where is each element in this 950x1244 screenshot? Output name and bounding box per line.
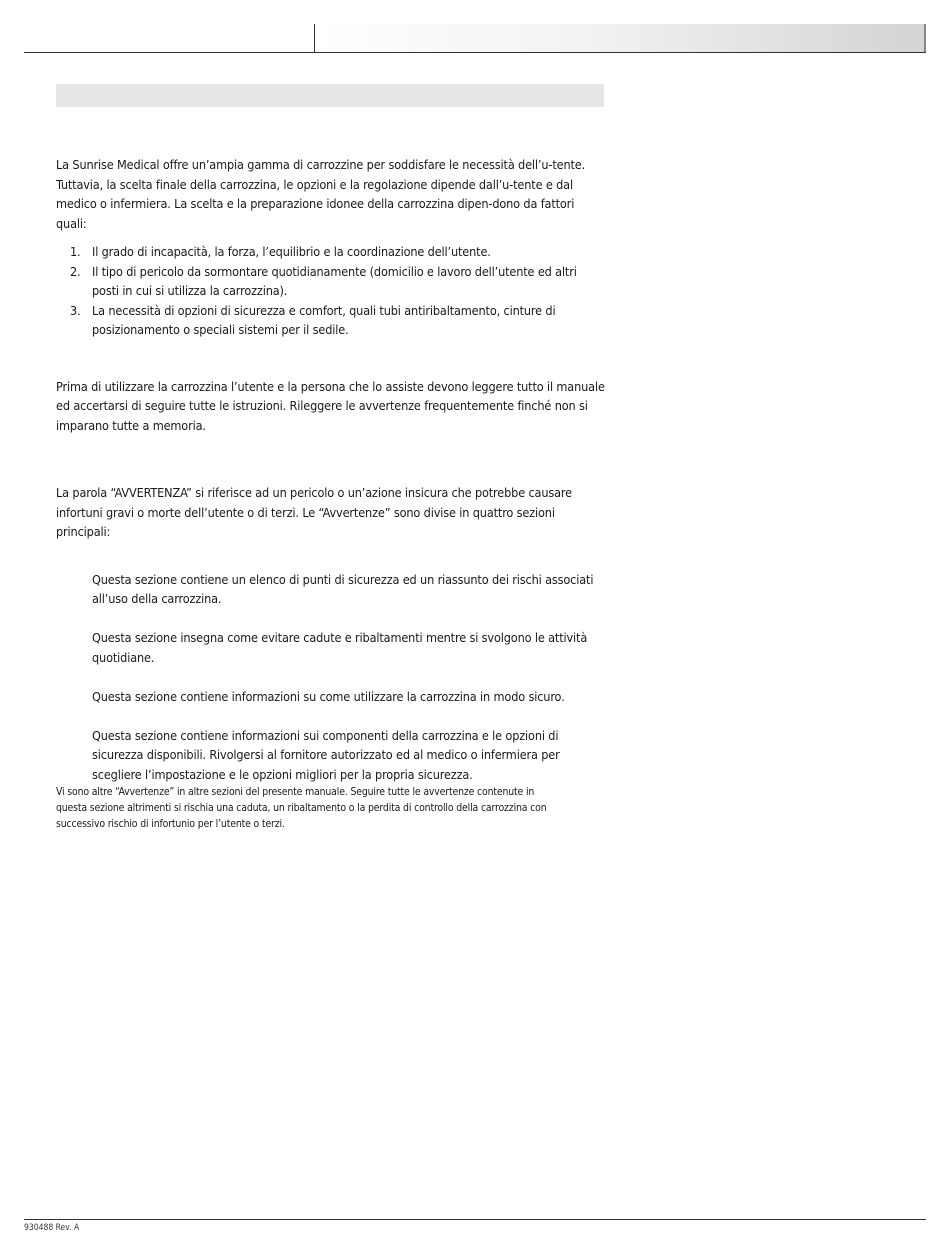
warning-note: Vi sono altre “Avvertenze” in altre sezioni del presente manuale. Seguire tutte le avvertenze contenute in questa sezione altrimenti si rischia una caduta, un ribaltamento o la perdita di controllo della carrozzina con successivo rischio di infortunio per l’utente o terzi. (56, 786, 547, 830)
section-description: Questa sezione contiene informazioni su come utilizzare la carrozzina in modo sicuro. (92, 688, 565, 704)
factor-number: 1. (70, 244, 81, 259)
section-description: Questa sezione contiene un elenco di punti di sicurezza ed un riassunto dei rischi associati all’uso della carrozzina. (92, 571, 594, 606)
document-code: 930488 Rev. A (24, 1223, 80, 1233)
warning-sections (56, 570, 606, 785)
page-content (56, 155, 606, 832)
warning-definition-paragraph: La parola “AVVERTENZA” si riferisce ad un pericolo o un’azione insicura che potrebbe causare infortuni gravi o morte dell’utente o di terzi. Le “Avvertenze” sono divise in quattro sezioni principali: (56, 485, 572, 539)
footer-rule (24, 1219, 926, 1220)
section-heading-bar (56, 84, 604, 107)
intro-paragraph: La Sunrise Medical offre un’ampia gamma di carrozzine per soddisfare le necessità dell’u-tente. Tuttavia, la scelta finale della carrozzina, le opzioni e la regolazione dipende dall’u-tente e dal medico o infermiera. La scelta e la preparazione idonee della carrozzina dipen-dono da fattori quali: (56, 157, 586, 231)
section-description: Questa sezione contiene informazioni sui componenti della carrozzina e le opzioni di sicurezza disponibili. Rivolgersi al fornitore autorizzato ed al medico o infermiera per scegliere l’impostazione e le opzioni migliori per la propria sicurezza. (92, 727, 560, 782)
header-rule (24, 52, 926, 53)
factor-text: La necessità di opzioni di sicurezza e comfort, quali tubi antiribaltamento, cinture di posizionamento o speciali sistemi per il sedile. (92, 302, 556, 337)
factor-item (56, 242, 606, 262)
factors-list (56, 242, 606, 340)
factor-text: Il tipo di pericolo da sormontare quotidianamente (domicilio e lavoro dell’utente ed altri posti in cui si utilizza la carrozzina). (92, 263, 577, 298)
factor-number: 3. (70, 302, 81, 318)
section-description: Questa sezione insegna come evitare cadute e ribaltamenti mentre si svolgono le attività quotidiane. (92, 630, 588, 665)
factor-item (56, 301, 606, 340)
factor-text: Il grado di incapacità, la forza, l’equilibrio e la coordinazione dell’utente. (92, 244, 491, 259)
factor-number: 2. (70, 263, 81, 279)
read-manual-paragraph: Prima di utilizzare la carrozzina l’utente e la persona che lo assiste devono leggere tutto il manuale ed accertarsi di seguire tutte le istruzioni. Rileggere le avvertenze frequentemente finché non si imparano tutte a memoria. (56, 378, 605, 433)
header-gradient-bar (315, 24, 926, 52)
factor-item (56, 262, 606, 301)
